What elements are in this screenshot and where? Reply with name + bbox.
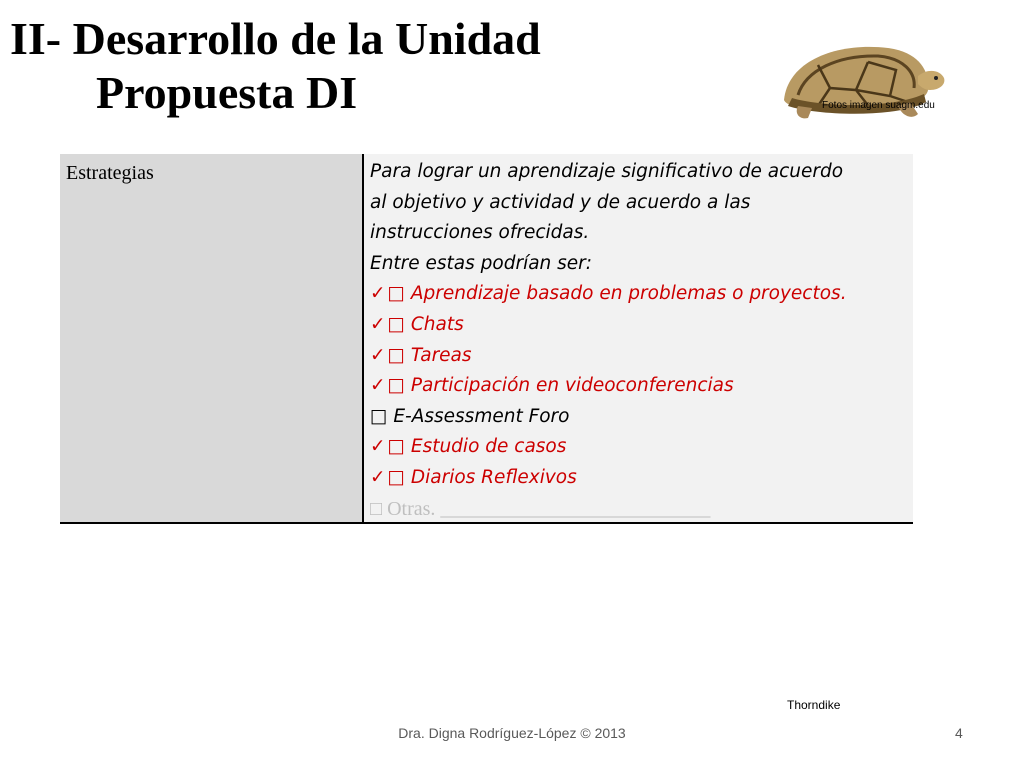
checkmark-icon: ✓ xyxy=(370,313,386,335)
strategy-item xyxy=(370,432,910,463)
checkmark-icon: ✓ xyxy=(370,436,386,458)
author-reference: Thorndike xyxy=(787,698,841,712)
strategy-list xyxy=(370,279,910,493)
strategies-label: Estrategias xyxy=(66,162,154,184)
intro-line: al objetivo y actividad y de acuerdo a las xyxy=(370,191,751,213)
checkmark-icon: ✓ xyxy=(370,283,386,305)
strategy-item xyxy=(370,463,910,494)
slide-title-line1: II- Desarrollo de la Unidad xyxy=(10,13,541,64)
footer-text: Dra. Digna Rodríguez-López © 2013 xyxy=(398,725,626,741)
checkmark-icon: ✓ xyxy=(370,344,386,366)
strategies-table xyxy=(60,154,913,524)
strategy-item-text: □ Tareas xyxy=(387,344,472,366)
photo-credit: Fotos imagen suagm.edu xyxy=(822,100,935,111)
intro-line: Entre estas podrían ser: xyxy=(370,252,593,274)
turtle-photo xyxy=(778,40,948,122)
strategy-item-text: □ Diarios Reflexivos xyxy=(387,466,577,488)
slide-title-line2: Propuesta DI xyxy=(96,67,358,118)
strategy-item-text: □ Estudio de casos xyxy=(387,436,567,458)
slide-title xyxy=(10,12,750,120)
strategies-content xyxy=(370,157,910,524)
table-content-cell xyxy=(364,154,913,522)
other-option: □ Otras. ___________________________ xyxy=(370,497,711,520)
strategy-item-text: □ E-Assessment Foro xyxy=(370,405,570,427)
page-number: 4 xyxy=(955,725,963,741)
table-label-cell xyxy=(60,154,364,522)
intro-line: Para lograr un aprendizaje significativo de acuerdo xyxy=(370,161,844,182)
intro-line: instrucciones ofrecidas. xyxy=(370,222,590,244)
strategy-item xyxy=(370,310,910,341)
strategy-item-text: □ Participación en videoconferencias xyxy=(387,375,734,397)
strategy-item xyxy=(370,402,910,433)
strategy-item xyxy=(370,371,910,402)
checkmark-icon: ✓ xyxy=(370,466,386,488)
strategy-item-text: □ Aprendizaje basado en problemas o proyectos. xyxy=(387,283,847,305)
strategy-item-text: □ Chats xyxy=(387,313,464,335)
strategy-item xyxy=(370,341,910,372)
checkmark-icon: ✓ xyxy=(370,375,386,397)
strategy-item xyxy=(370,279,910,310)
